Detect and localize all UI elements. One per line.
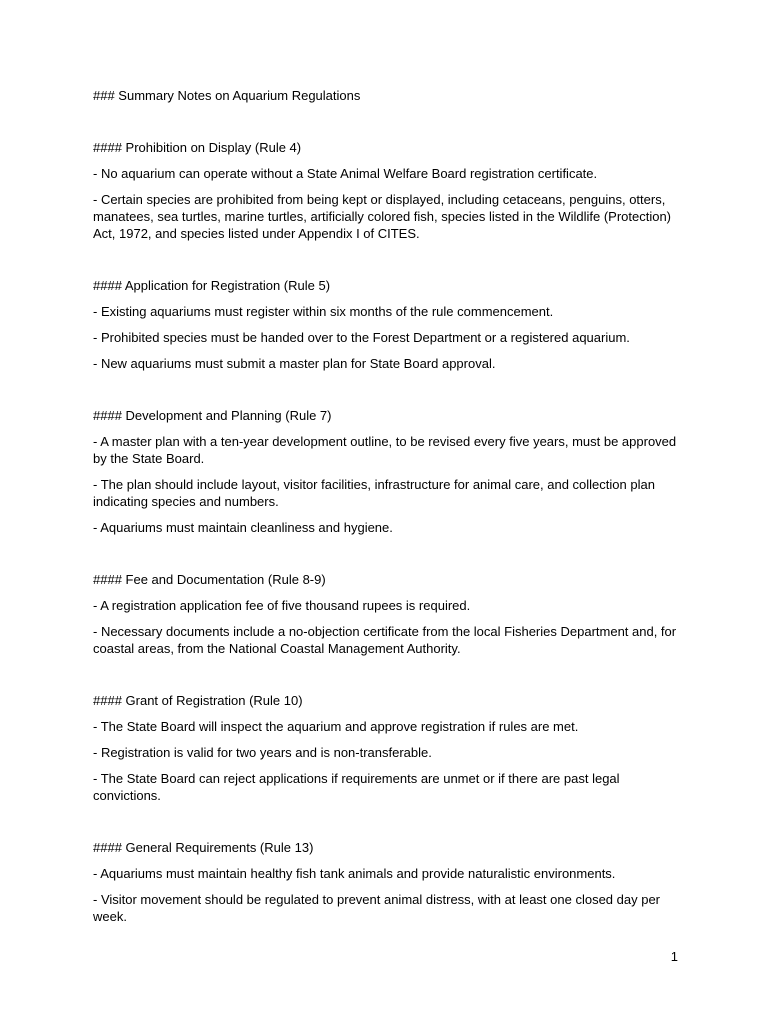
bullet-item: - A registration application fee of five thousand rupees is required. xyxy=(93,598,471,613)
section-prohibition-on-display xyxy=(93,139,678,242)
bullet-item: - A master plan with a ten-year development outline, to be revised every five years, must be approved by the State Board. xyxy=(93,434,677,466)
page-number: 1 xyxy=(670,949,678,964)
bullet-item: - Aquariums must maintain cleanliness and hygiene. xyxy=(93,520,393,535)
section-general-requirements xyxy=(93,839,678,925)
bullet-item: - No aquarium can operate without a State Animal Welfare Board registration certificate. xyxy=(93,166,598,181)
bullet-item: - Certain species are prohibited from being kept or displayed, including cetaceans, penguins, otters, manatees, sea turtles, marine turtles, artificially colored fish, species listed in the Wildlife (Protection) Act, 1972, and species listed under Appendix I of CITES. xyxy=(93,192,672,241)
bullet-item: - New aquariums must submit a master plan for State Board approval. xyxy=(93,356,496,371)
bullet-item: - The State Board will inspect the aquarium and approve registration if rules are met. xyxy=(93,719,579,734)
bullet-item: - The State Board can reject applications if requirements are unmet or if there are past legal convictions. xyxy=(93,771,620,803)
document-body xyxy=(93,87,678,960)
section-heading: #### Grant of Registration (Rule 10) xyxy=(93,693,303,708)
document-title: ### Summary Notes on Aquarium Regulations xyxy=(93,88,361,103)
section-heading: #### General Requirements (Rule 13) xyxy=(93,840,314,855)
section-heading: #### Application for Registration (Rule 5) xyxy=(93,278,331,293)
bullet-item: - Necessary documents include a no-objection certificate from the local Fisheries Department and, for coastal areas, from the National Coastal Management Authority. xyxy=(93,624,677,656)
section-application-for-registration xyxy=(93,277,678,372)
bullet-item: - Existing aquariums must register within six months of the rule commencement. xyxy=(93,304,554,319)
bullet-item: - Visitor movement should be regulated to prevent animal distress, with at least one closed day per week. xyxy=(93,892,661,924)
section-development-and-planning xyxy=(93,407,678,536)
bullet-item: - The plan should include layout, visitor facilities, infrastructure for animal care, and collection plan indicating species and numbers. xyxy=(93,477,655,509)
bullet-item: - Prohibited species must be handed over to the Forest Department or a registered aquarium. xyxy=(93,330,630,345)
section-grant-of-registration xyxy=(93,692,678,804)
section-fee-and-documentation xyxy=(93,571,678,657)
bullet-item: - Aquariums must maintain healthy fish tank animals and provide naturalistic environments. xyxy=(93,866,616,881)
section-heading: #### Development and Planning (Rule 7) xyxy=(93,408,332,423)
bullet-item: - Registration is valid for two years and is non-transferable. xyxy=(93,745,432,760)
section-heading: #### Prohibition on Display (Rule 4) xyxy=(93,140,302,155)
section-heading: #### Fee and Documentation (Rule 8-9) xyxy=(93,572,326,587)
